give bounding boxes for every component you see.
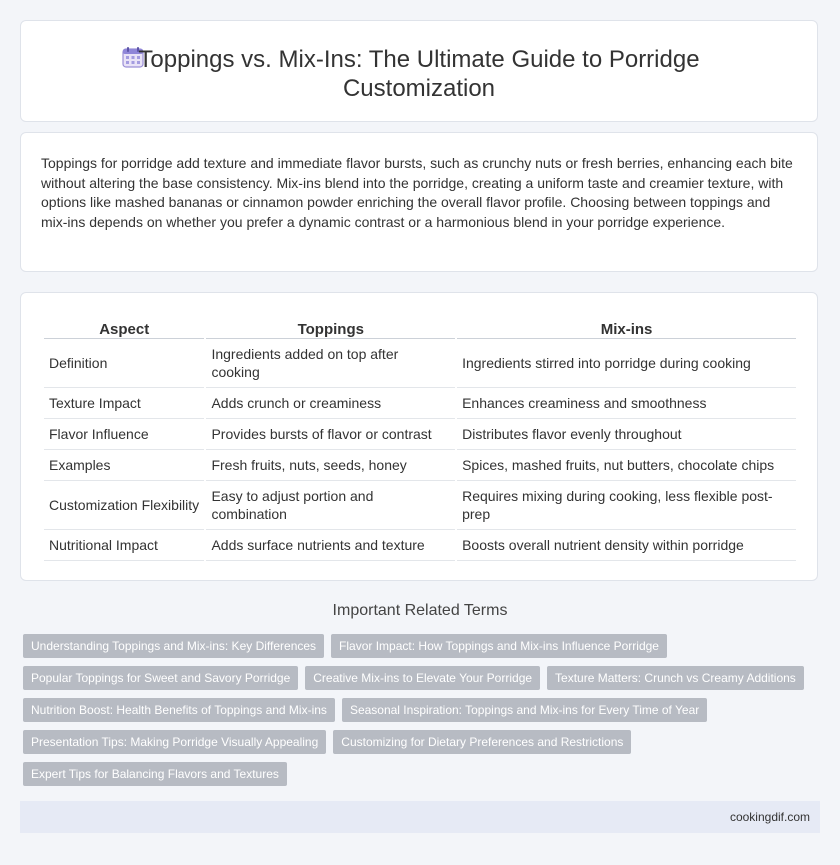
intro-paragraph: Toppings for porridge add texture and immediate flavor bursts, such as crunchy nuts or fresh berries, enhancing each bite without altering the base consistency. Mix-ins blend into the porridge, creating a uniform taste and creamier texture, with options like mashed bananas or cinnamon powder enriching the overall flavor profile. Choosing between toppings and mix-ins depends on whether you prefer a dynamic contrast or a harmonious blend in your porridge experience. [41, 155, 793, 230]
table-cell: Adds surface nutrients and texture [206, 530, 455, 561]
related-terms-heading: Important Related Terms [332, 602, 508, 619]
table-cell: Ingredients added on top after cooking [206, 339, 455, 388]
related-term-tag[interactable]: Creative Mix-ins to Elevate Your Porridge [305, 666, 540, 690]
table-cell: Ingredients stirred into porridge during cooking [457, 339, 796, 388]
table-cell: Flavor Influence [44, 419, 204, 450]
table-cell: Adds crunch or creaminess [206, 388, 455, 419]
table-cell: Enhances creaminess and smoothness [457, 388, 796, 419]
table-cell: Distributes flavor evenly throughout [457, 419, 796, 450]
comparison-card [20, 292, 818, 581]
related-term-tag[interactable]: Flavor Impact: How Toppings and Mix-ins Influence Porridge [331, 634, 667, 658]
related-term-tag[interactable]: Nutrition Boost: Health Benefits of Toppings and Mix-ins [23, 698, 335, 722]
column-header: Mix-ins [457, 313, 796, 339]
comparison-table [42, 313, 798, 561]
table-cell: Provides bursts of flavor or contrast [206, 419, 455, 450]
table-cell: Nutritional Impact [44, 530, 204, 561]
site-credit[interactable]: cookingdif.com [729, 810, 810, 824]
related-term-tag[interactable]: Seasonal Inspiration: Toppings and Mix-ins for Every Time of Year [342, 698, 707, 722]
related-term-tag[interactable]: Customizing for Dietary Preferences and Restrictions [333, 730, 631, 754]
table-cell: Boosts overall nutrient density within porridge [457, 530, 796, 561]
table-cell: Requires mixing during cooking, less flexible post-prep [457, 481, 796, 530]
table-cell: Fresh fruits, nuts, seeds, honey [206, 450, 455, 481]
related-term-tag[interactable]: Understanding Toppings and Mix-ins: Key Differences [23, 634, 324, 658]
table-row [44, 530, 796, 561]
related-terms-list [23, 634, 823, 786]
table-cell: Customization Flexibility [44, 481, 204, 530]
table-row [44, 481, 796, 530]
related-term-tag[interactable]: Popular Toppings for Sweet and Savory Porridge [23, 666, 298, 690]
table-cell: Spices, mashed fruits, nut butters, chocolate chips [457, 450, 796, 481]
related-term-tag[interactable]: Texture Matters: Crunch vs Creamy Additions [547, 666, 804, 690]
title-card [20, 20, 818, 122]
footer [20, 801, 820, 833]
table-header-row [44, 313, 796, 339]
table-row [44, 388, 796, 419]
table-cell: Texture Impact [44, 388, 204, 419]
column-header: Aspect [44, 313, 204, 339]
table-cell: Examples [44, 450, 204, 481]
column-header: Toppings [206, 313, 455, 339]
intro-card [20, 132, 818, 272]
table-cell: Definition [44, 339, 204, 388]
table-row [44, 419, 796, 450]
table-row [44, 339, 796, 388]
page-title: Toppings vs. Mix-Ins: The Ultimate Guide to Porridge Customization [138, 46, 700, 102]
table-cell: Easy to adjust portion and combination [206, 481, 455, 530]
table-row [44, 450, 796, 481]
related-term-tag[interactable]: Expert Tips for Balancing Flavors and Textures [23, 762, 287, 786]
related-term-tag[interactable]: Presentation Tips: Making Porridge Visually Appealing [23, 730, 326, 754]
